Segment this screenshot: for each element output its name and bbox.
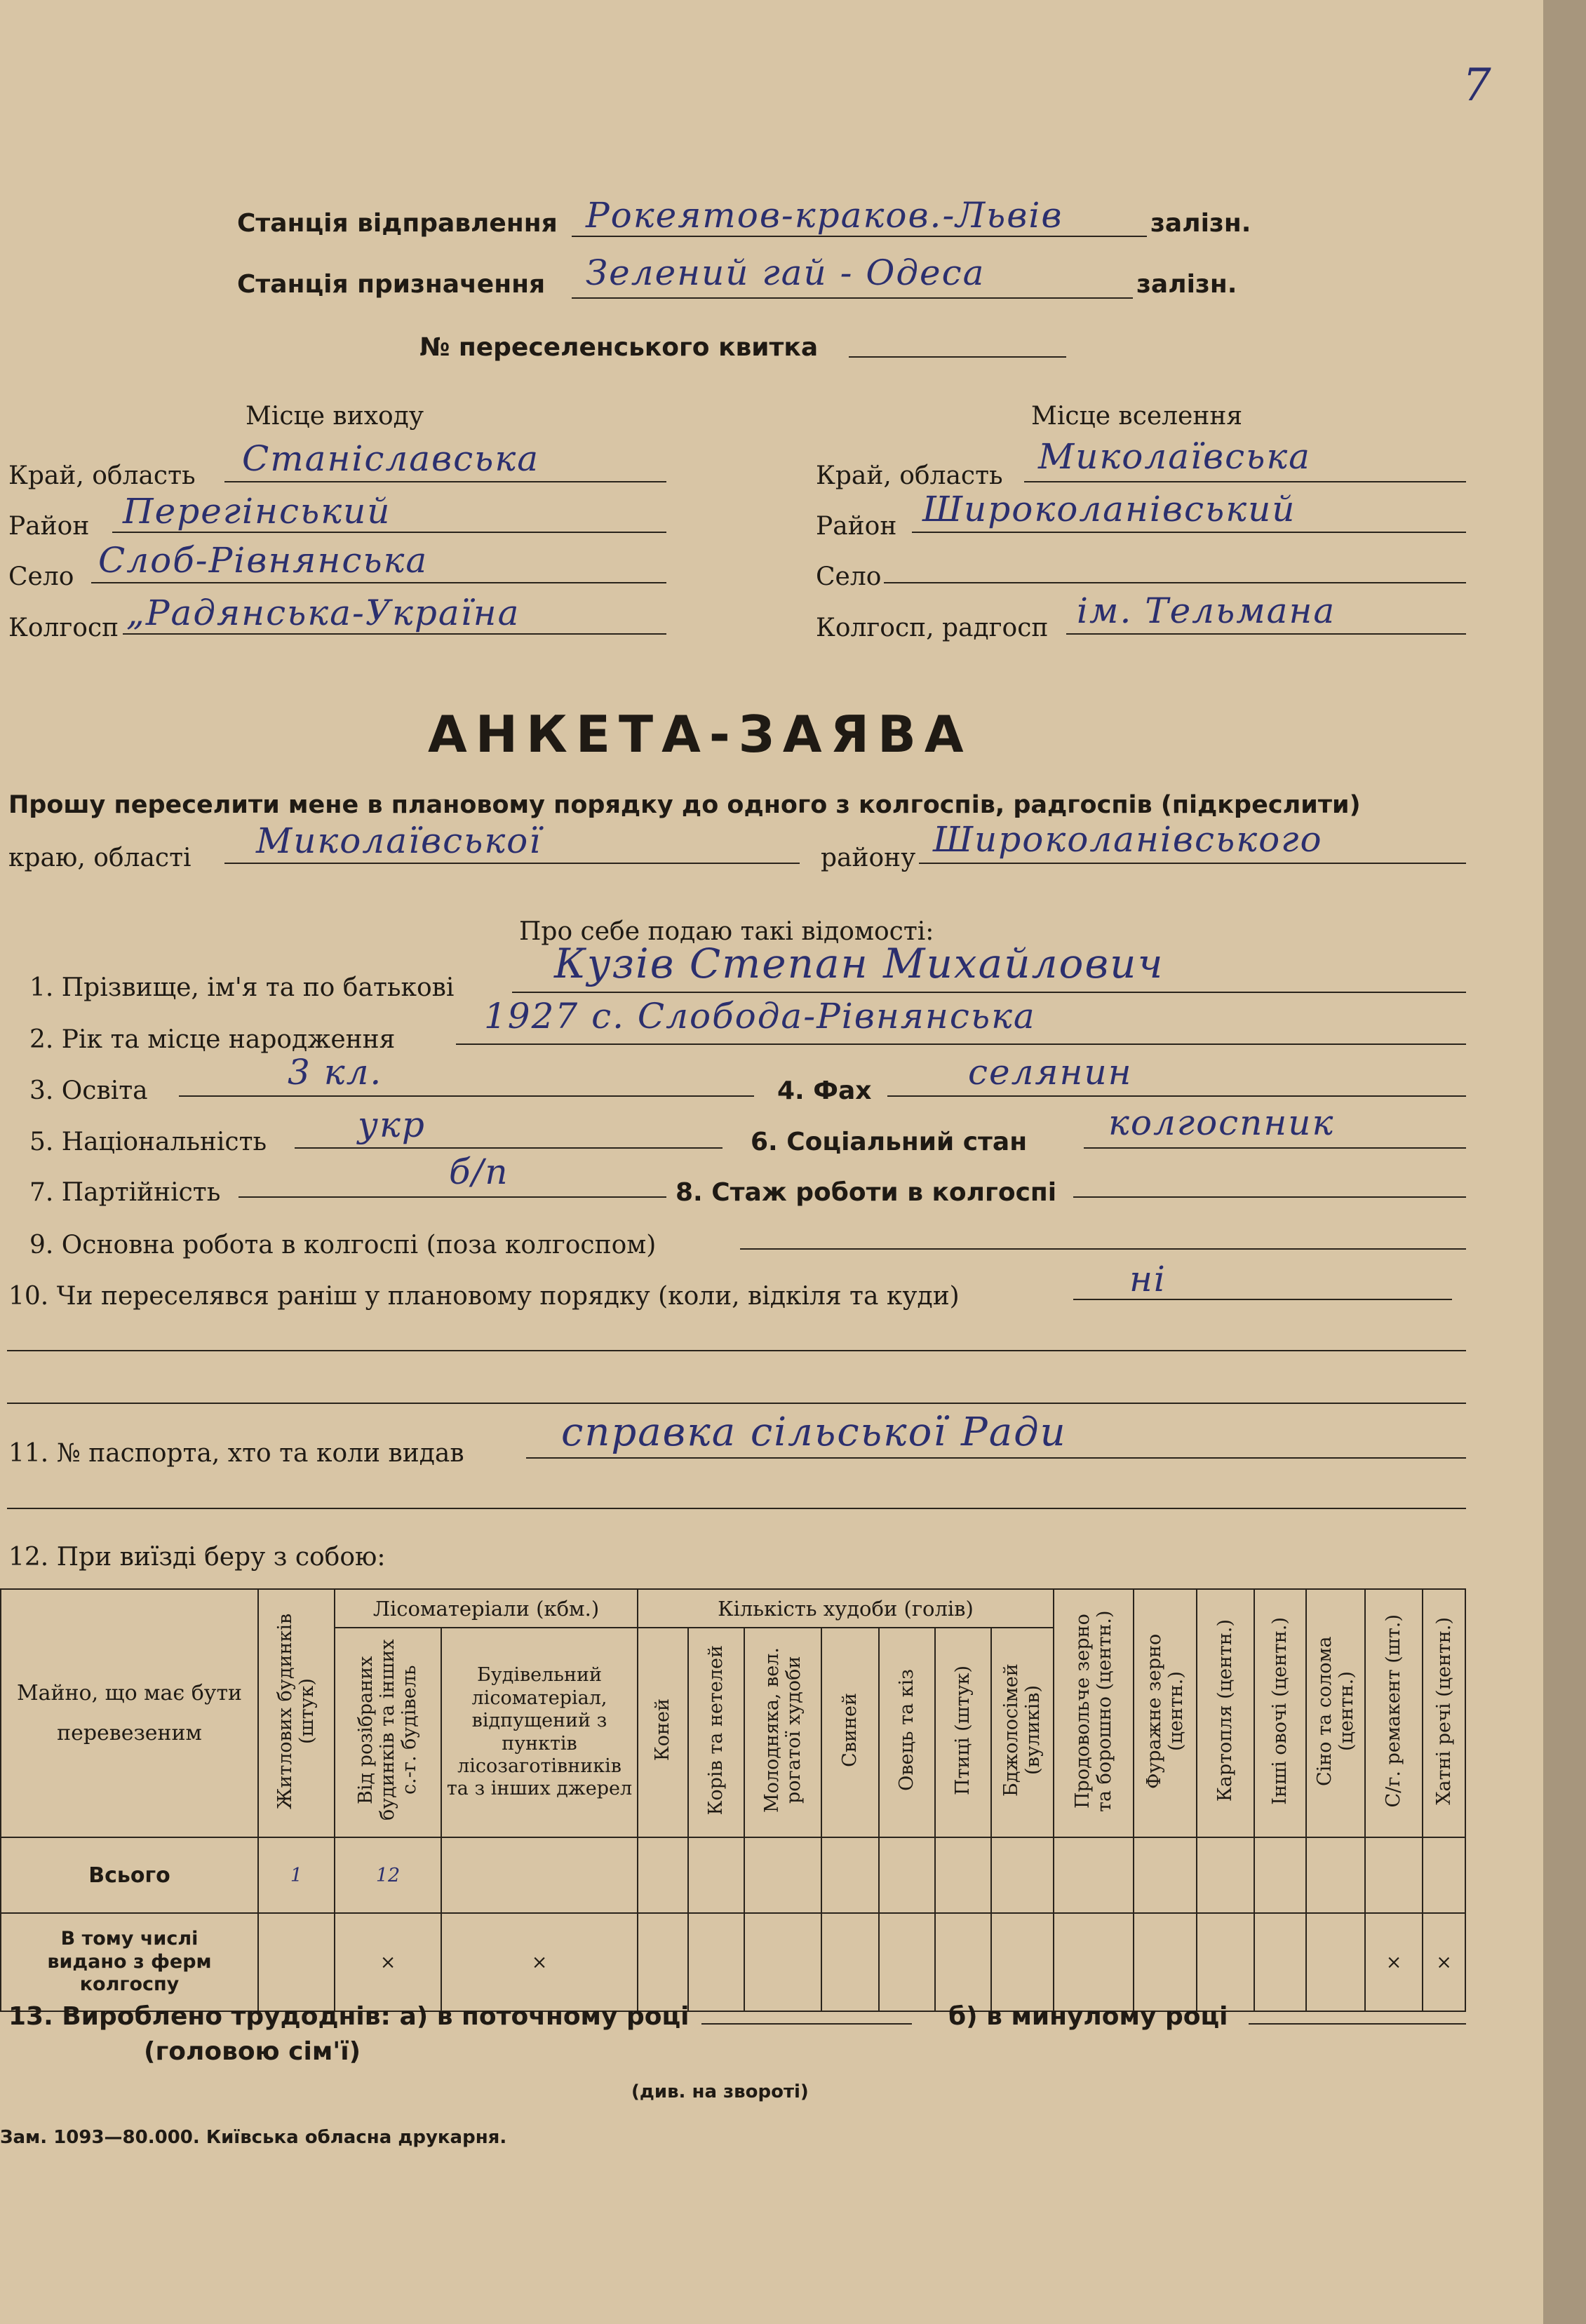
destination-region-value: Миколаївська [1038, 436, 1311, 477]
col-vegetables: Інші овочі (центн.) [1254, 1589, 1306, 1837]
row-issued-cell [879, 1913, 935, 2011]
origin-heading: Місце виходу [246, 402, 424, 431]
col-bees: Бджолосімей (вуликів) [991, 1628, 1054, 1837]
col-potatoes: Картопля (центн.) [1197, 1589, 1254, 1837]
col-young-cattle: Молодняка, вел. рогатої худоби [744, 1628, 821, 1837]
info-heading: Про себе подаю такі відомості: [519, 917, 934, 946]
col-agri-inventory: С/г. ремакент (шт.) [1365, 1589, 1423, 1837]
col-sheep: Овець та кіз [879, 1628, 935, 1837]
field-2-value: 1927 с. Слобода-Рівнянська [484, 996, 1036, 1036]
row-issued-label: В тому числі видано з ферм колгоспу [1, 1913, 258, 2011]
field-8-underline [1073, 1196, 1466, 1198]
field-11-underline [526, 1457, 1466, 1459]
destination-kolkhoz-label: Колгосп, радгосп [816, 614, 1049, 642]
arrival-underline [572, 297, 1133, 299]
row-issued-cell [991, 1913, 1054, 2011]
field-11-value: справка сільської Ради [561, 1410, 1067, 1455]
ticket-number-underline [849, 356, 1066, 358]
field-3-value: 3 кл. [288, 1052, 383, 1093]
field-2-label: 2. Рік та місце народження [29, 1025, 396, 1054]
field-13-sub: (головою сім'ї) [144, 2037, 361, 2066]
origin-region-label: Край, область [8, 461, 196, 490]
row-total-cell [1423, 1837, 1465, 1913]
row-total-cell [1365, 1837, 1423, 1913]
field-7-label: 7. Партійність [29, 1178, 221, 1207]
field-11-line-2 [7, 1508, 1466, 1509]
arrival-suffix: залізн. [1136, 270, 1237, 299]
field-4-label: 4. Фах [777, 1076, 872, 1105]
group-timber: Лісоматеріали (кбм.) [335, 1589, 638, 1628]
belongings-table [0, 1588, 1466, 2012]
field-5-label: 5. Національність [29, 1128, 267, 1156]
request-line: Прошу переселити мене в плановому порядку до одного з колгоспів, радгоспів (підкреслити) [8, 791, 1361, 819]
origin-region-value: Станіславська [242, 438, 540, 479]
col-poultry: Птиці (штук) [935, 1628, 991, 1837]
col-building-timber: Будівельний лісоматеріал, відпущений з пунктів лісозаготівників та з інших джерел [441, 1628, 638, 1837]
field-6-label: 6. Соціальний стан [751, 1128, 1028, 1156]
destination-kolkhoz-underline [1066, 633, 1466, 635]
col-horses: Коней [638, 1628, 688, 1837]
origin-kolkhoz-label: Колгосп [8, 614, 119, 642]
origin-village-underline [91, 582, 666, 583]
field-5-value: укр [358, 1104, 426, 1145]
field-4-value: селянин [968, 1052, 1133, 1093]
col-housing: Житлових будинків (штук) [258, 1589, 335, 1837]
field-7-underline [238, 1196, 666, 1198]
request-rayon-label: району [821, 844, 916, 872]
row-issued-x-mark: × [1365, 1913, 1423, 2011]
field-10-line-2 [7, 1350, 1466, 1351]
field-13-b-underline [1249, 2023, 1466, 2025]
row-issued-cell [744, 1913, 821, 2011]
row-issued-cell [1197, 1913, 1254, 2011]
field-10-label: 10. Чи переселявся раніш у плановому порядку (коли, відкіля та куди) [8, 1282, 960, 1311]
page-edge [1543, 0, 1586, 2324]
field-10-underline [1073, 1299, 1452, 1300]
row-total-cell [991, 1837, 1054, 1913]
row-total-cell [688, 1837, 744, 1913]
origin-district-value: Перегінський [123, 491, 391, 532]
group-livestock: Кількість худоби (голів) [638, 1589, 1054, 1628]
col-feed-grain: Фуражне зерно (центн.) [1134, 1589, 1197, 1837]
field-13-label: 13. Вироблено трудоднів: а) в поточному році [8, 2002, 690, 2031]
row-total-cell [1254, 1837, 1306, 1913]
form-title: АНКЕТА-ЗАЯВА [428, 705, 972, 764]
field-7-value: б/п [449, 1151, 509, 1192]
field-13-a-underline [701, 2023, 912, 2025]
destination-region-underline [1024, 481, 1466, 482]
field-9-underline [740, 1248, 1466, 1250]
corner-number: 7 [1463, 60, 1493, 112]
request-krai-value: Миколаївської [256, 820, 542, 861]
field-1-label: 1. Прізвище, ім'я та по батькові [29, 973, 455, 1002]
field-8-label: 8. Стаж роботи в колгоспі [676, 1178, 1057, 1207]
field-3-underline [179, 1095, 754, 1097]
field-13-b-label: б) в минулому році [948, 2002, 1228, 2031]
row-issued-cell [688, 1913, 744, 2011]
row-total-cell [744, 1837, 821, 1913]
field-4-underline [887, 1095, 1466, 1097]
see-back-note: (див. на звороті) [631, 2081, 809, 2102]
request-rayon-value: Широколанівського [933, 819, 1323, 860]
row-issued-cell [1306, 1913, 1365, 2011]
destination-village-underline [884, 582, 1466, 583]
destination-region-label: Край, область [816, 461, 1003, 490]
departure-station-value: Рокеятов-краков.-Львів [586, 195, 1063, 236]
row-issued-cell [935, 1913, 991, 2011]
col-property: Майно, що має бути перевезеним [1, 1589, 258, 1837]
field-2-underline [456, 1043, 1466, 1045]
field-1-value: Кузів Степан Михайлович [554, 940, 1164, 987]
field-10-value: ні [1129, 1259, 1167, 1299]
row-total-label: Всього [1, 1837, 258, 1913]
destination-district-value: Широколанівський [922, 489, 1296, 529]
col-cows: Корів та нетелей [688, 1628, 744, 1837]
field-6-value: колгоспник [1108, 1102, 1335, 1143]
row-issued-cell [821, 1913, 879, 2011]
field-3-label: 3. Освіта [29, 1076, 148, 1105]
row-issued-cell [1254, 1913, 1306, 2011]
col-dismantled: Від розібраних будинків та інших с.-г. будівель [335, 1628, 441, 1837]
row-total-cell [1197, 1837, 1254, 1913]
origin-district-label: Район [8, 512, 90, 541]
field-1-underline [512, 992, 1466, 993]
row-total-cell [935, 1837, 991, 1913]
arrival-station-value: Зелений гай - Одеса [586, 252, 986, 293]
origin-village-label: Село [8, 562, 74, 591]
col-hay: Сіно та солома (центн.) [1306, 1589, 1365, 1837]
origin-kolkhoz-value: „Радянська-Україна [126, 593, 520, 633]
row-total-cell [1306, 1837, 1365, 1913]
departure-station-label: Станція відправлення [237, 209, 558, 238]
row-total-cell [1134, 1837, 1197, 1913]
origin-region-underline [224, 481, 666, 482]
field-5-underline [295, 1147, 723, 1149]
destination-village-label: Село [816, 562, 882, 591]
field-12-label: 12. При виїзді беру з собою: [8, 1543, 386, 1572]
row-total-cell [821, 1837, 879, 1913]
field-10-line-3 [7, 1403, 1466, 1404]
col-food-grain: Продовольче зерно та борошно (центн.) [1054, 1589, 1134, 1837]
request-krai-label: краю, області [8, 844, 191, 872]
field-6-underline [1084, 1147, 1466, 1149]
row-issued-cell [1054, 1913, 1134, 2011]
departure-underline [572, 236, 1147, 237]
row-total-housing: 1 [258, 1837, 335, 1913]
row-issued-x-mark: × [441, 1913, 638, 2011]
destination-kolkhoz-value: ім. Тельмана [1077, 590, 1336, 631]
col-pigs: Свиней [821, 1628, 879, 1837]
row-issued-x-mark: × [335, 1913, 441, 2011]
destination-district-underline [912, 532, 1466, 533]
row-total-cell [441, 1837, 638, 1913]
row-issued-cell [638, 1913, 688, 2011]
row-total-dismantled: 12 [335, 1837, 441, 1913]
row-issued-x-mark: × [1423, 1913, 1465, 2011]
request-rayon-underline [919, 863, 1466, 864]
row-issued-cell [1134, 1913, 1197, 2011]
request-krai-underline [224, 863, 800, 864]
origin-kolkhoz-underline [123, 633, 666, 635]
destination-district-label: Район [816, 512, 897, 541]
field-11-label: 11. № паспорта, хто та коли видав [8, 1439, 464, 1468]
row-total-cell [638, 1837, 688, 1913]
printer-imprint: Зам. 1093—80.000. Київська обласна друкарня. [0, 2127, 507, 2148]
field-9-label: 9. Основна робота в колгоспі (поза колгоспом) [29, 1231, 657, 1259]
destination-heading: Місце вселення [1031, 402, 1243, 431]
departure-suffix: залізн. [1150, 209, 1251, 238]
row-total-cell [879, 1837, 935, 1913]
col-household: Хатні речі (центн.) [1423, 1589, 1465, 1837]
origin-district-underline [112, 532, 666, 533]
ticket-number-label: № переселенського квитка [419, 333, 819, 362]
arrival-station-label: Станція призначення [237, 270, 546, 299]
row-issued-cell [258, 1913, 335, 2011]
origin-village-value: Слоб-Рівнянська [98, 540, 429, 581]
row-total-cell [1054, 1837, 1134, 1913]
